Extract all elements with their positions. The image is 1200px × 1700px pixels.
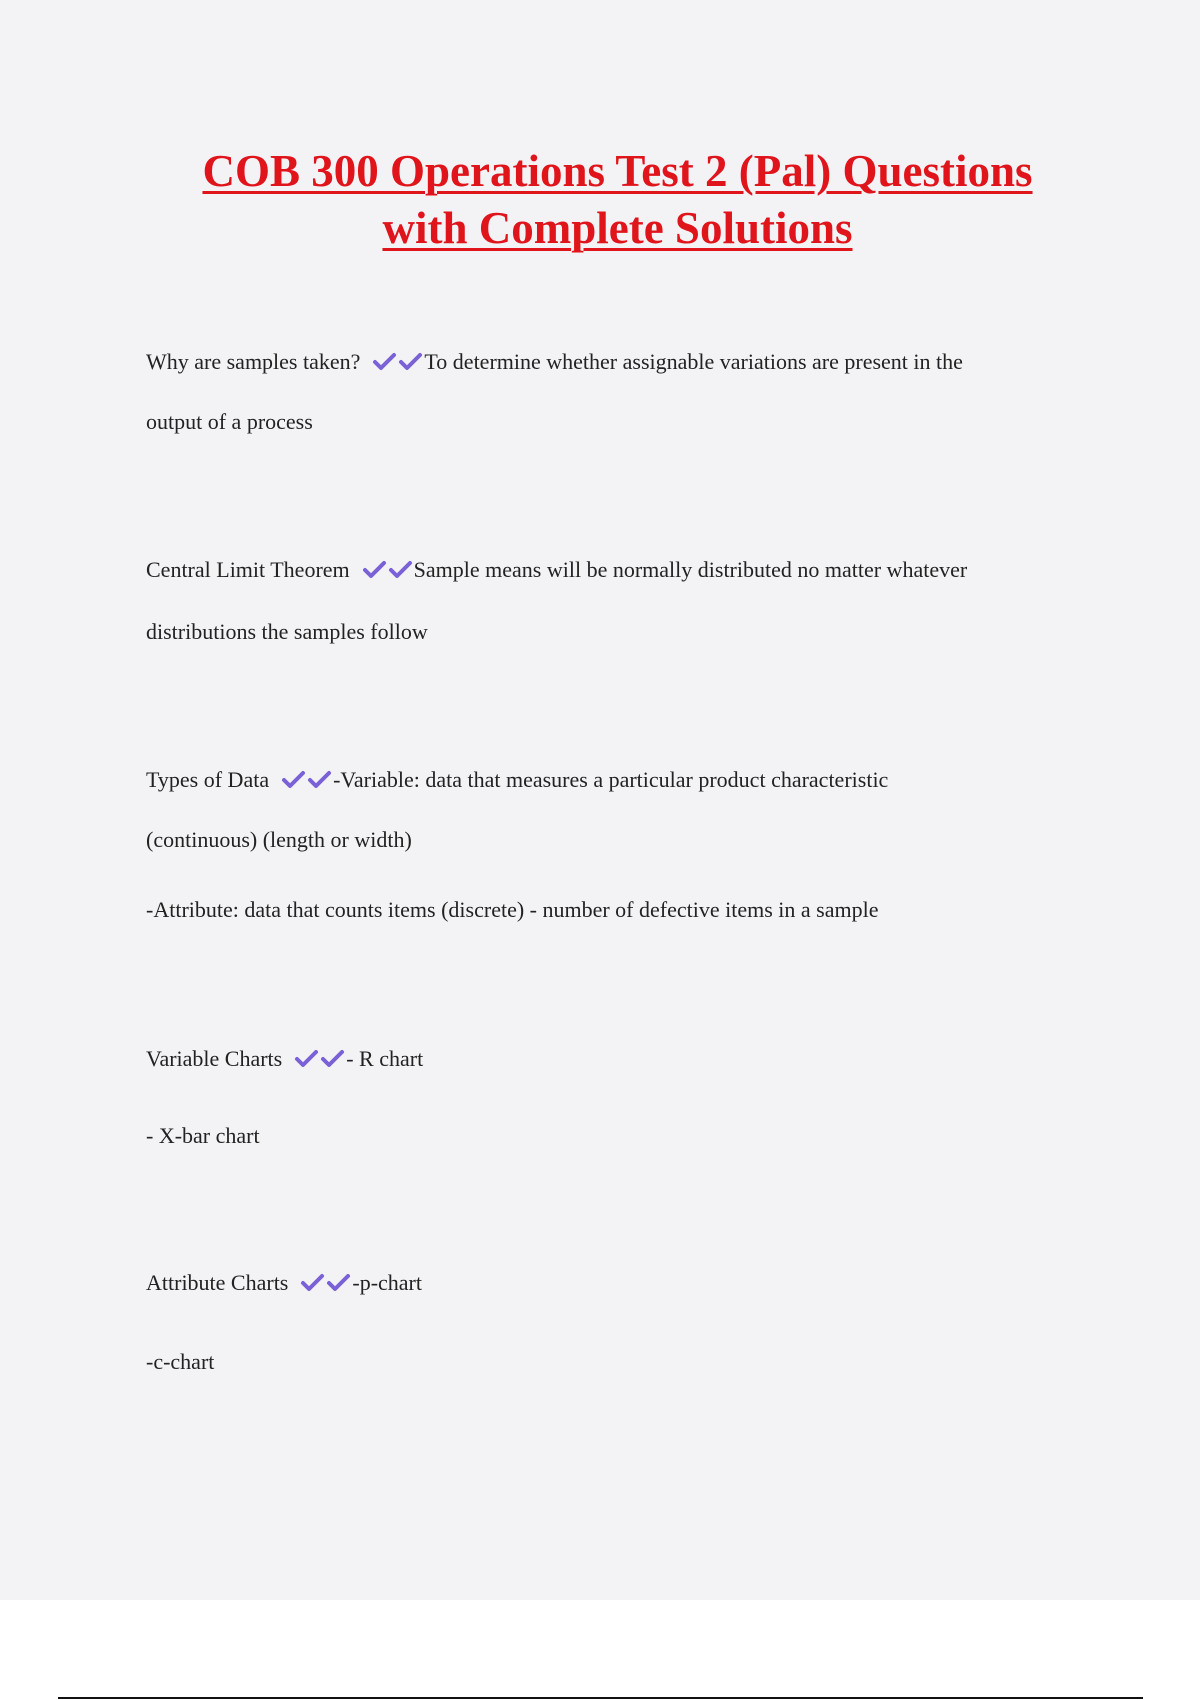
check-icon <box>372 352 398 372</box>
check-icon <box>307 770 333 790</box>
entry-3-line-2: (continuous) (length or width) <box>146 827 412 852</box>
entry-2-line-1 <box>146 558 1066 582</box>
entry-term: Why are samples taken? <box>146 349 361 374</box>
entry-5-line-1 <box>146 1271 1066 1295</box>
entry-5-line-2: -c-chart <box>146 1349 215 1374</box>
entry-answer: To determine whether assignable variations are present in the <box>424 349 963 374</box>
entry-4-line-1 <box>146 1047 1066 1071</box>
entry-term: Variable Charts <box>146 1046 283 1071</box>
entry-term: Types of Data <box>146 767 270 792</box>
entry-term: Attribute Charts <box>146 1270 289 1295</box>
title-line-1: COB 300 Operations Test 2 (Pal) Questions <box>202 146 1033 196</box>
entry-answer: - R chart <box>346 1046 424 1071</box>
entry-1-line-2: output of a process <box>146 409 313 434</box>
document-title <box>100 143 1135 257</box>
check-icon <box>281 770 307 790</box>
check-icon <box>388 560 414 580</box>
entry-2-line-2: distributions the samples follow <box>146 619 428 644</box>
title-line-2: with Complete Solutions <box>382 203 853 253</box>
check-icon <box>294 1049 320 1069</box>
check-icon <box>398 352 424 372</box>
footer-divider <box>58 1697 1143 1699</box>
entry-answer: Sample means will be normally distributed no matter whatever <box>413 557 968 582</box>
check-icon <box>320 1049 346 1069</box>
entry-1-line-1 <box>146 350 1066 374</box>
check-icon <box>300 1273 326 1293</box>
entry-term: Central Limit Theorem <box>146 557 350 582</box>
entry-4-line-2: - X-bar chart <box>146 1123 260 1148</box>
check-icon <box>326 1273 352 1293</box>
entry-3-line-1 <box>146 768 1066 792</box>
entry-3-line-3: -Attribute: data that counts items (discrete) - number of defective items in a sample <box>146 897 879 922</box>
check-icon <box>362 560 388 580</box>
entry-answer: -p-chart <box>352 1270 422 1295</box>
entry-answer: -Variable: data that measures a particular product characteristic <box>333 767 889 792</box>
